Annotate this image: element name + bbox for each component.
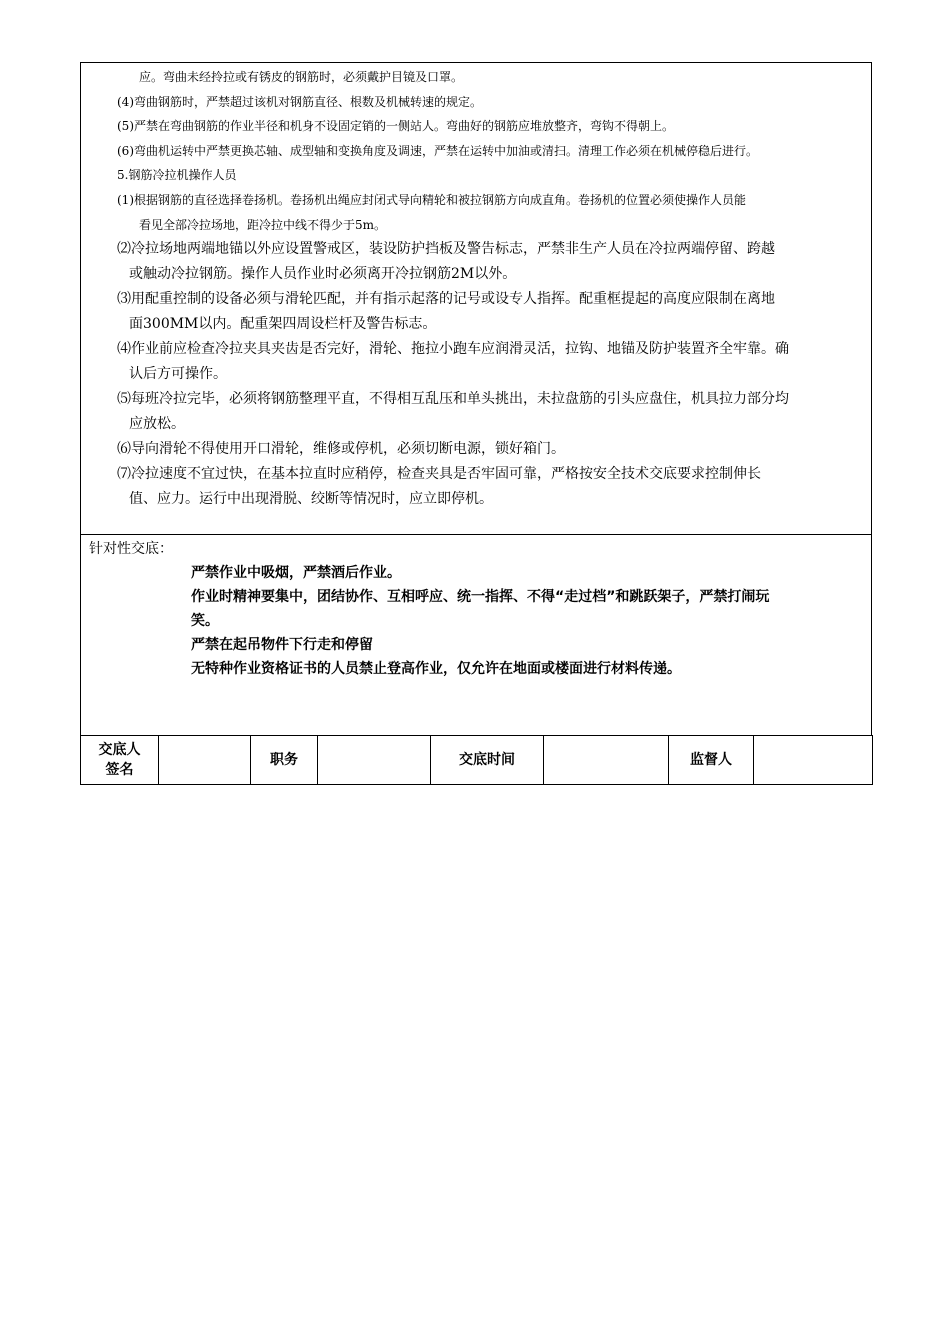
safety-briefing-table [80, 62, 872, 736]
rule-item-line: ⑵冷拉场地两端地锚以外应设置警戒区，装设防护挡板及警告标志，严禁非生产人员在冷拉两端停留、跨越 [117, 241, 775, 258]
rule-item-line: ⑷作业前应检查冷拉夹具夹齿是否完好，滑轮、拖拉小跑车应润滑灵活，拉钩、地锚及防护装置齐全牢靠。确 [117, 341, 789, 358]
targeted-item: 无特种作业资格证书的人员禁止登高作业，仅允许在地面或楼面进行材料传递。 [191, 661, 681, 677]
rule-item-line: 面300MM以内。配重架四周设栏杆及警告标志。 [129, 316, 437, 333]
text-line: 应。弯曲未经拎拉或有锈皮的钢筋时，必须戴护目镜及口罩。 [139, 70, 464, 84]
presenter-label-line: 交底人 [98, 742, 141, 758]
text-line: (1)根据钢筋的直径选择卷扬机。卷扬机出绳应封闭式导向精轮和被拉钢筋方向成直角。卷扬机的位置必须使操作人员能 [117, 192, 747, 207]
rule-item-line: 或触动冷拉钢筋。操作人员作业时必须离开冷拉钢筋2M以外。 [129, 266, 517, 283]
rule-item-line: ⑹导向滑轮不得使用开口滑轮，维修或停机，必须切断电源，锁好箱门。 [117, 441, 565, 458]
rule-item-line: 应放松。 [129, 416, 185, 433]
rule-item-line: 认后方可操作。 [129, 366, 227, 383]
presenter-signature-label [81, 736, 159, 785]
targeted-briefing-cell [81, 535, 872, 736]
text-line: (5)严禁在弯曲钢筋的作业半径和机身不设固定销的一侧站人。弯曲好的钢筋应堆放整齐，弯钩不得朝上。 [117, 119, 675, 134]
text-line: (6)弯曲机运转中严禁更换芯轴、成型轴和变换角度及调速，严禁在运转中加油或清扫。清理工作必须在机械停稳后进行。 [117, 143, 759, 158]
signature-row-table [80, 735, 873, 785]
rule-item-line: ⑸每班冷拉完毕，必须将钢筋整理平直，不得相互乱压和单头挑出，未拉盘筋的引头应盘住，机具拉力部分均 [117, 391, 789, 408]
targeted-item: 严禁作业中吸烟，严禁酒后作业。 [191, 565, 401, 581]
rule-item [117, 237, 863, 287]
rule-item-line: ⑶用配重控制的设备必须与滑轮匹配，并有指示起落的记号或设专人指挥。配重框提起的高度应限制在离地 [117, 291, 775, 308]
operation-rules-cell [81, 63, 872, 535]
presenter-label-line: 签名 [105, 762, 134, 778]
supervisor-label: 监督人 [669, 736, 754, 785]
rule-item [117, 287, 863, 337]
rule-item [117, 337, 863, 387]
rule-item-line: ⑺冷拉速度不宜过快，在基本拉直时应稍停，检查夹具是否牢固可靠，严格按安全技术交底要求控制伸长 [117, 466, 761, 483]
position-field[interactable] [318, 736, 431, 785]
text-line: (4)弯曲钢筋时，严禁超过该机对钢筋直径、根数及机械转速的规定。 [117, 94, 483, 109]
targeted-item: 笑。 [191, 613, 219, 629]
supervisor-field[interactable] [754, 736, 873, 785]
presenter-signature-field[interactable] [159, 736, 251, 785]
text-line: 看见全部冷拉场地，距冷拉中线不得少于5m。 [139, 217, 387, 232]
section-heading: 5.钢筋冷拉机操作人员 [117, 168, 237, 183]
briefing-time-field[interactable] [544, 736, 669, 785]
briefing-time-label: 交底时间 [431, 736, 544, 785]
rule-item [117, 437, 863, 462]
targeted-item: 严禁在起吊物件下行走和停留 [191, 637, 373, 653]
targeted-briefing-heading: 针对性交底： [89, 541, 173, 557]
rule-item [117, 387, 863, 437]
position-label: 职务 [251, 736, 318, 785]
rule-item [117, 462, 863, 512]
rule-item-line: 值、应力。运行中出现滑脱、绞断等情况时，应立即停机。 [129, 491, 493, 508]
targeted-item: 作业时精神要集中，团结协作、互相呼应、统一指挥、不得“走过档”和跳跃架子，严禁打闹玩 [191, 589, 770, 605]
document-sheet [80, 62, 872, 785]
